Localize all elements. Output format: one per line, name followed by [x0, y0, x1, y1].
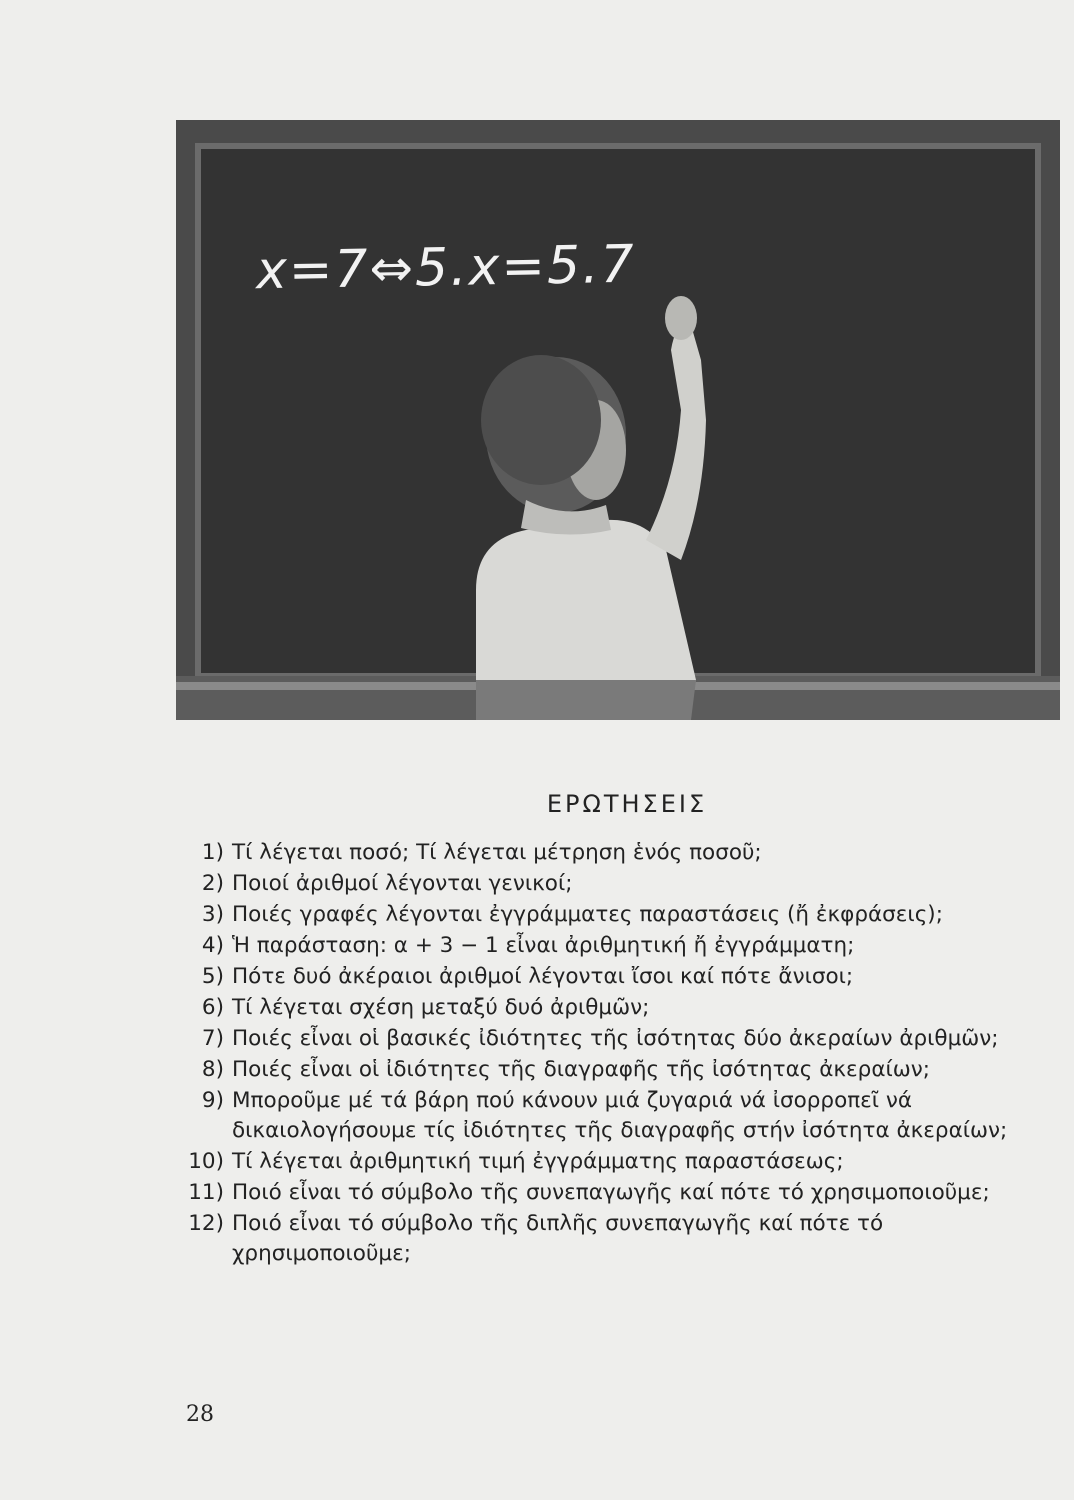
question-text: Ποιές γραφές λέγονται ἐγγράμματες παραστάσεις (ἤ ἐκφράσεις); [232, 902, 943, 927]
question-text: Τί λέγεται ἀριθμητική τιμή ἐγγράμματης παραστάσεως; [232, 1149, 844, 1174]
question-number: 12) [188, 1211, 224, 1236]
question-number: 7) [201, 1026, 224, 1051]
questions-heading: ΕΡΩΤΗΣΕΙΣ [546, 790, 708, 818]
list-item [182, 993, 1042, 1023]
chalkboard-scene [176, 120, 1060, 720]
list-item [182, 869, 1042, 899]
question-text: Τί λέγεται σχέση μεταξύ δυό ἀριθμῶν; [232, 995, 650, 1020]
list-item [182, 1086, 1042, 1146]
list-item [182, 962, 1042, 992]
question-text: Ποιό εἶναι τό σύμβολο τῆς συνεπαγωγῆς καί πότε τό χρησιμοποιοῦμε; [232, 1180, 990, 1205]
list-item [182, 1024, 1042, 1054]
question-number: 5) [201, 964, 224, 989]
question-text: Ποιό εἶναι τό σύμβολο τῆς διπλῆς συνεπαγωγῆς καί πότε τό χρησιμοποιοῦμε; [232, 1211, 884, 1266]
page-number: 28 [186, 1402, 214, 1427]
question-number: 11) [188, 1180, 224, 1205]
question-text: Πότε δυό ἀκέραιοι ἀριθμοί λέγονται ἴσοι καί πότε ἄνισοι; [232, 964, 854, 989]
question-number: 10) [188, 1149, 224, 1174]
question-number: 2) [201, 871, 224, 896]
chalkboard-equation: x=7⇔5.x=5.7 [255, 234, 637, 302]
chalkboard-illustration [176, 120, 1060, 720]
list-item [182, 838, 1042, 868]
question-number: 9) [201, 1088, 224, 1113]
question-list [182, 838, 1042, 1270]
list-item [182, 1178, 1042, 1208]
question-text: Ποιές εἶναι οἱ ἰδιότητες τῆς διαγραφῆς τῆς ἰσότητας ἀκεραίων; [232, 1057, 931, 1082]
list-item [182, 1147, 1042, 1177]
question-text: Τί λέγεται ποσό; Τί λέγεται μέτρηση ἑνός ποσοῦ; [232, 840, 762, 865]
question-text: Ποιές εἶναι οἱ βασικές ἰδιότητες τῆς ἰσότητας δύο ἀκεραίων ἀριθμῶν; [232, 1026, 999, 1051]
question-text: Ποιοί ἀριθμοί λέγονται γενικοί; [232, 871, 573, 896]
list-item [182, 1209, 1042, 1269]
list-item [182, 1055, 1042, 1085]
question-number: 1) [201, 840, 224, 865]
list-item [182, 900, 1042, 930]
question-number: 3) [201, 902, 224, 927]
question-number: 6) [201, 995, 224, 1020]
question-text: Ἡ παράσταση: α + 3 − 1 εἶναι ἀριθμητική ἤ ἐγγράμματη; [232, 933, 855, 958]
question-text: Μποροῦμε μέ τά βάρη πού κάνουν μιά ζυγαριά νά ἰσορροπεῖ νά δικαιολογήσουμε τίς ἰδιότητες τῆς διαγραφῆς στήν ἰσότητα ἀκεραίων; [232, 1088, 1008, 1143]
list-item [182, 931, 1042, 961]
question-number: 8) [201, 1057, 224, 1082]
question-number: 4) [201, 933, 224, 958]
